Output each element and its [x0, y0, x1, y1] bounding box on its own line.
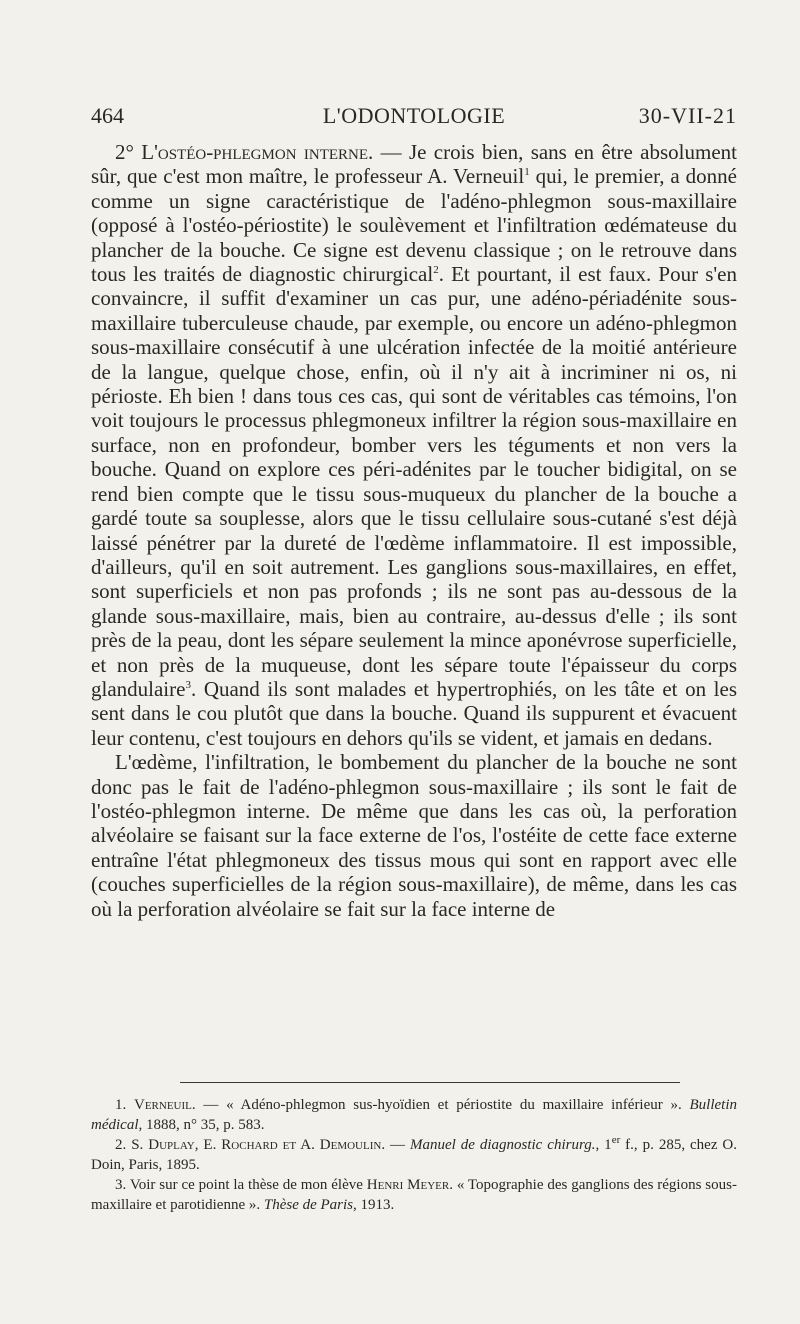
paragraph-1-text-d: . Quand ils sont malades et hypertrophiés, on les tâte et on les sent dans le cou plutôt que dans la bouche. Quand ils suppurent et évacuent leur contenu, c'est toujours en dehors qu'ils se vident, et jamais en dedans.	[91, 676, 737, 750]
footnote-1-text: . — « Adéno-phlegmon sus-hyoïdien et périostite du maxillaire inférieur ».	[191, 1097, 690, 1113]
footnote-1-number: 1.	[115, 1097, 134, 1113]
footnote-2-tail-b: f., p. 285, chez O. Doin, Paris, 1895.	[91, 1137, 738, 1173]
footnote-3-author: Henri Meyer	[366, 1177, 450, 1193]
footnote-3-text-b: . « Topographie des ganglions des régions sous-maxillaire et parotidienne ».	[91, 1177, 737, 1213]
footnote-3-thesis: Thèse de Paris	[263, 1197, 354, 1213]
footnote-ref-1[interactable]: 1	[524, 166, 530, 179]
footnote-2-text: . —	[381, 1137, 410, 1153]
issue-date: 30-VII-21	[638, 103, 737, 128]
footnote-1-tail: , 1888, n° 35, p. 583.	[138, 1117, 265, 1133]
paragraph-1-text-c: . Et pourtant, il est faux. Pour s'en convaincre, il suffit d'examiner un cas pur, une adéno-périadénite sous-maxillaire tuberculeuse chaude, par exemple, ou encore un adéno-phlegmon sous-maxillaire consécutif à une ulcération infectée de la moitié antérieure de la langue, quelque chose, enfin, où il n'y ait à incriminer ni os, ni périoste. Eh bien ! dans tous ces cas, qui sont de véritables cas témoins, l'on voit toujours le processus phlegmoneux infiltrer la région sous-maxillaire en surface, non en profondeur, bomber vers les téguments et non vers la bouche. Quand on explore ces péri-adénites par le toucher bidigital, on se rend bien compte que le tissu sous-muqueux du plancher de la bouche a gardé toute sa souplesse, alors que le tissu cellulaire sous-cutané s'est déjà laissé pénétrer par la dureté de l'œdème inflammatoire. Il est impossible, d'ailleurs, qu'il en soit autrement. Les ganglions sous-maxillaires, en effet, sont superficiels et non pas profonds ; ils ne sont pas au-dessous de la glande sous-maxillaire, mais, bien au contraire, au-dessus d'elle ; ils sont près de la peau, dont les sépare seulement la mince aponévrose superficielle, et non près de la muqueuse, dont les sépare toute l'épaisseur du corps glandulaire	[91, 262, 737, 701]
footnote-2-number: 2.	[115, 1137, 132, 1153]
journal-title: L'ODONTOLOGIE	[322, 103, 506, 128]
paragraph-1	[91, 140, 737, 750]
page-number: 464	[91, 103, 124, 128]
footnote-ref-3[interactable]: 3	[185, 678, 191, 691]
paragraph-1-text-a: . — Je crois bien, sans en être absolument sûr, que c'est mon maître, le professeur A. Verneuil	[91, 140, 737, 189]
footnote-1	[91, 1095, 737, 1135]
footnote-2-tail-a: , 1	[595, 1137, 612, 1153]
section-prefix: 2°	[115, 140, 142, 164]
footnote-2-book: Manuel de diagnostic chirurg.	[409, 1137, 596, 1153]
footnote-1-author: Verneuil	[134, 1097, 192, 1113]
running-header	[91, 101, 737, 131]
footnote-3-text-a: Voir sur ce point la thèse de mon élève	[129, 1177, 367, 1193]
footnote-2-sup: er	[611, 1134, 621, 1146]
footnote-3	[91, 1175, 737, 1215]
paragraph-1-text-b: qui, le premier, a donné comme un signe caractéristique de l'adéno-phlegmon sous-maxillaire (opposé à l'ostéo-périostite) le soulèvement et l'infiltration œdémateuse du plancher de la bouche. Ce signe est devenu classique ; on le retrouve dans tous les traités de diagnostic chirurgical	[91, 164, 737, 287]
footnote-1-journal: Bulletin médical	[91, 1097, 737, 1133]
footnote-3-number: 3.	[115, 1177, 130, 1193]
footnote-ref-2[interactable]: 2	[433, 264, 439, 277]
section-title: L'ostéo-phlegmon interne	[141, 140, 369, 164]
footnote-2-authors: S. Duplay, E. Rochard et A. Demoulin	[131, 1137, 382, 1153]
footnote-2	[91, 1135, 737, 1175]
footnote-separator	[180, 1082, 680, 1083]
footnote-3-tail: , 1913.	[353, 1197, 395, 1213]
footnotes	[91, 1095, 737, 1215]
paragraph-2: L'œdème, l'infiltration, le bombement du plancher de la bouche ne sont donc pas le fait de l'adéno-phlegmon sous-maxillaire ; ils sont le fait de l'ostéo-phlegmon interne. De même que dans les cas où, la perforation alvéolaire se faisant sur la face externe de l'os, l'ostéite de cette face externe entraîne l'état phlegmoneux des tissus mous qui sont en rapport avec elle (couches superficielles de la région sous-maxillaire), de même, dans les cas où la perforation alvéolaire se fait sur la face interne de	[91, 750, 737, 921]
main-text	[91, 140, 737, 921]
